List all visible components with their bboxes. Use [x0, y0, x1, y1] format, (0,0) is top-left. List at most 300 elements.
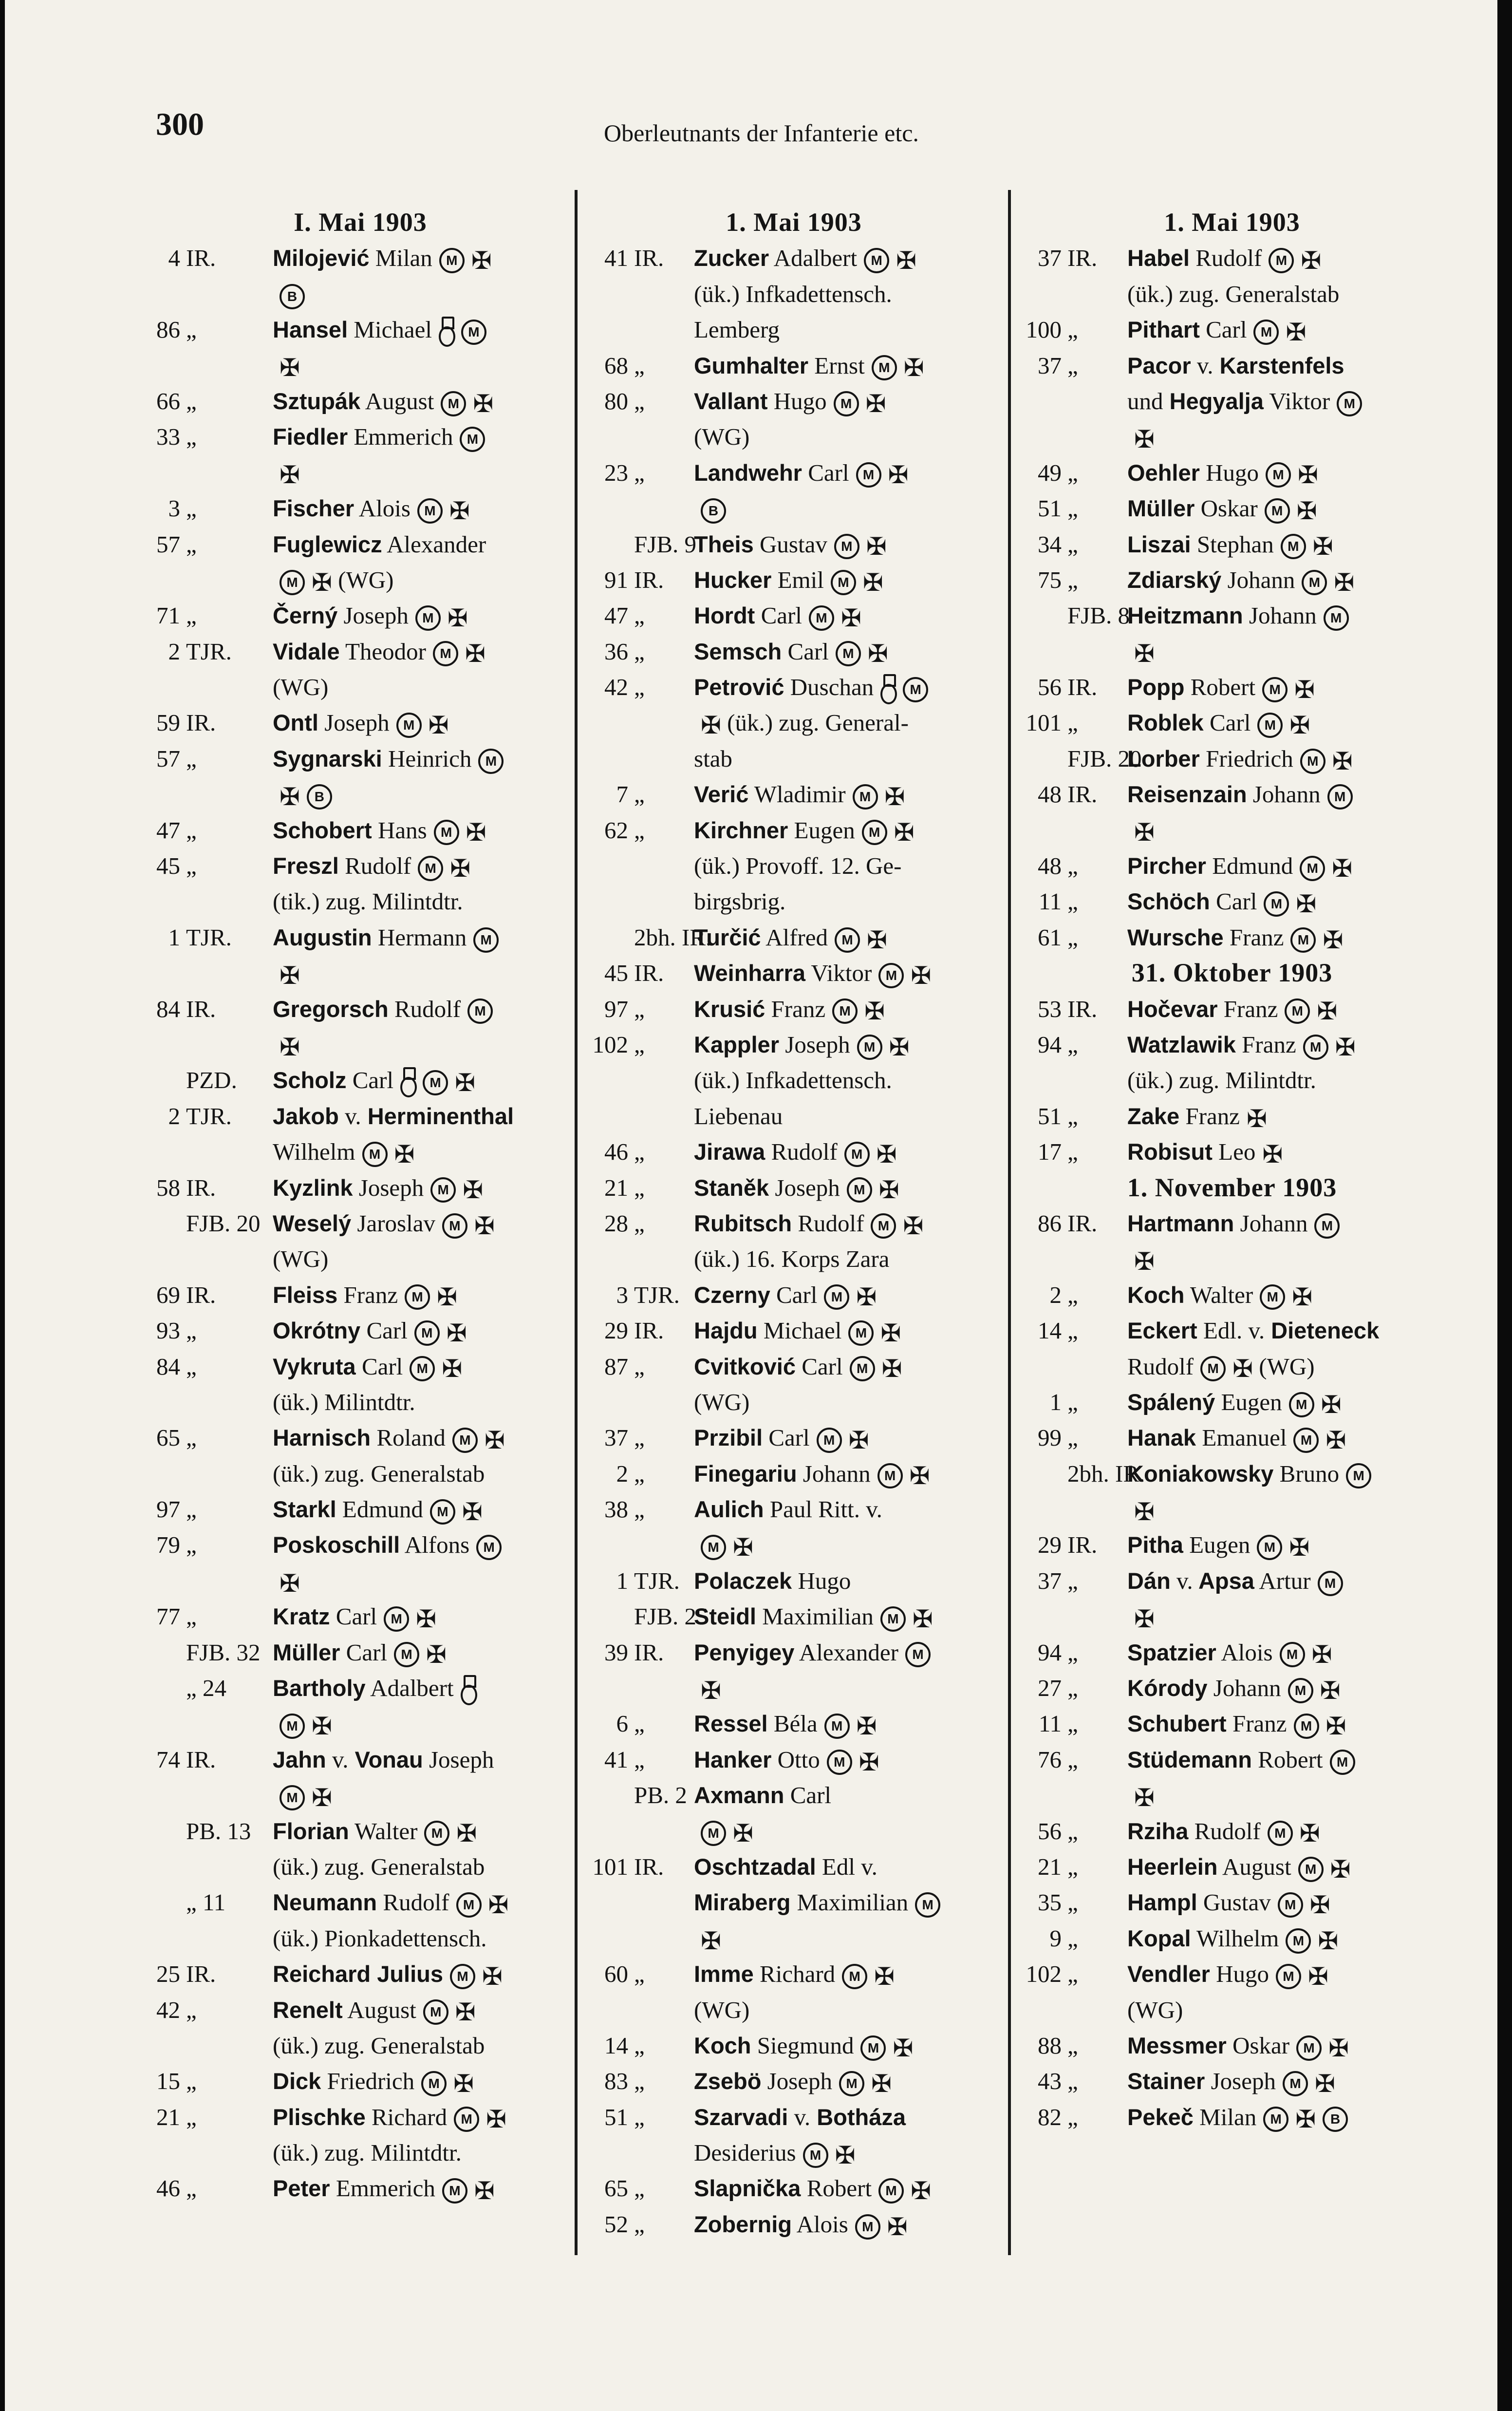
surname: Schöch [1127, 888, 1210, 915]
given-name: Artur [1254, 1567, 1311, 1594]
officer-name [1127, 669, 1315, 705]
regiment-number: 94 [1038, 1639, 1062, 1666]
roster-entry [1018, 848, 1446, 884]
surname: Semsch [694, 638, 782, 664]
merit-medal-icon: M [809, 605, 834, 631]
cross-decoration-icon: ✠ [484, 1427, 505, 1454]
entry-continuation [1127, 1992, 1183, 2028]
officer-name [694, 2063, 892, 2099]
surname: Florian [273, 1818, 349, 1844]
roster-entry [584, 1491, 1003, 1527]
given-name: Carl [755, 602, 802, 629]
officer-name [1127, 848, 1352, 884]
unit-abbrev: TJR. [186, 638, 232, 665]
note: (tik.) zug. Milintdtr. [273, 888, 463, 915]
merit-medal-icon: M [871, 1213, 896, 1239]
given-name: Eugen [1215, 1388, 1282, 1415]
merit-medal-icon: M [880, 1606, 906, 1632]
note: Lemberg [694, 316, 780, 343]
merit-medal-icon: M [1289, 1392, 1314, 1417]
roster-entry [151, 1742, 570, 1777]
regiment-number: 61 [1038, 923, 1062, 951]
regiment-number: 6 [616, 1710, 628, 1737]
officer-name [273, 1098, 514, 1134]
cross-decoration-icon: ✠ [701, 1676, 721, 1704]
regiment-number: 51 [604, 2103, 628, 2130]
officer-name [273, 1277, 457, 1313]
given-name: Carl [355, 1353, 403, 1380]
unit-abbrev: „ [1067, 852, 1078, 880]
given-name: August [360, 387, 434, 414]
given-name: Béla [767, 1710, 818, 1737]
regiment-number: 37 [1038, 1567, 1062, 1594]
officer-name [1127, 1206, 1340, 1241]
given-name: Johann [1243, 602, 1317, 629]
surname: Sztupák [273, 388, 361, 414]
regiment-number: 39 [604, 1639, 628, 1666]
cross-decoration-icon: ✠ [474, 2177, 495, 2205]
surname: Fuglewicz [273, 531, 382, 557]
surname: Černý [273, 603, 338, 629]
surname: Staněk [694, 1174, 769, 1201]
given-name: v. [1191, 352, 1213, 379]
merit-medal-icon: M [832, 998, 858, 1024]
surname: Fiedler [273, 424, 348, 450]
unit-abbrev: „ [634, 2032, 645, 2059]
unit-abbrev: „ [634, 1031, 645, 1058]
merit-medal-icon: M [450, 1964, 475, 1989]
unit-abbrev: „ [186, 1603, 197, 1630]
unit-abbrev: „ [634, 602, 645, 629]
cross-decoration-icon: ✠ [884, 783, 905, 810]
given-name: Franz [1179, 1102, 1240, 1130]
surname: Hansel [273, 317, 348, 343]
merit-medal-icon: M [855, 2214, 880, 2240]
surname: Gumhalter [694, 352, 809, 378]
merit-medal-icon: M [1337, 391, 1362, 416]
unit-abbrev: „ [186, 602, 197, 629]
regiment-number: 91 [604, 566, 628, 593]
merit-medal-icon: M [478, 749, 504, 774]
cross-decoration-icon: ✠ [1296, 497, 1317, 525]
regiment-number: 14 [1038, 1317, 1062, 1344]
regiment-number: 41 [604, 245, 628, 272]
merit-medal-icon: M [433, 641, 458, 666]
regiment-number: 21 [604, 1174, 628, 1201]
bronze-medal-icon: B [1323, 2107, 1348, 2132]
note: (ük.) zug. Generalstab [273, 1853, 485, 1880]
cross-decoration-icon: ✠ [453, 2070, 474, 2098]
roster-continuation [151, 1563, 570, 1599]
regiment-number: 45 [156, 852, 180, 880]
regiment-number: 46 [604, 1138, 628, 1166]
officer-name [273, 240, 492, 276]
merit-medal-icon: M [1257, 1535, 1282, 1560]
given-name: August [342, 1996, 416, 2023]
officer-name [273, 1420, 505, 1455]
unit-abbrev: „ [1067, 2032, 1078, 2059]
roster-entry [584, 1777, 1003, 1813]
note: (WG) [1127, 1996, 1183, 2023]
given-name: Johann [1234, 1209, 1308, 1237]
unit-abbrev: IR. [186, 995, 216, 1022]
regiment-number: 11 [1038, 888, 1062, 915]
given-name: Eugen [1183, 1531, 1251, 1559]
surname: Zucker [694, 245, 769, 271]
officer-name [273, 1491, 483, 1527]
roster-entry [584, 991, 1003, 1027]
officer-name [1127, 776, 1353, 812]
regiment-number: 100 [1026, 316, 1062, 343]
merit-medal-icon: M [878, 2178, 904, 2204]
unit-abbrev: TJR. [634, 1567, 680, 1594]
merit-medal-icon: M [848, 1320, 874, 1346]
merit-medal-icon: M [844, 1142, 870, 1167]
roster-entry [151, 490, 570, 526]
note: (ük.) zug. Generalstab [273, 1460, 485, 1487]
cross-decoration-icon: ✠ [889, 1033, 910, 1061]
given-name: Viktor [1263, 387, 1330, 414]
given-name: Hugo [767, 387, 827, 414]
officer-name [273, 1635, 447, 1670]
entry-continuation [694, 741, 732, 776]
given-name: Carl [784, 1782, 832, 1809]
roster-entry [151, 1277, 570, 1313]
roster-entry [151, 1635, 570, 1670]
given-name: Ernst [808, 352, 865, 379]
note: Maximilian [797, 1889, 909, 1916]
roster-entry [584, 383, 1003, 419]
unit-abbrev: „ [1067, 709, 1078, 736]
roster-continuation [1018, 1241, 1446, 1277]
cross-decoration-icon: ✠ [867, 926, 887, 954]
officer-name [694, 920, 887, 955]
given-name: Walter [349, 1817, 418, 1845]
surname: Kratz [273, 1603, 330, 1630]
officer-name [1127, 312, 1306, 347]
merit-medal-icon: M [839, 2071, 864, 2096]
cross-decoration-icon: ✠ [280, 1033, 300, 1061]
regiment-number: 43 [1038, 2068, 1062, 2095]
regiment-number: 53 [1038, 995, 1062, 1022]
regiment-number: 25 [156, 1960, 180, 1988]
unit-abbrev: 2bh. IR. [1067, 1460, 1145, 1487]
cross-decoration-icon: ✠ [912, 1605, 933, 1633]
roster-entry [584, 2028, 1003, 2063]
officer-name [694, 2028, 913, 2063]
section-heading: I. Mai 1903 [294, 207, 427, 237]
roster-continuation [1018, 1349, 1446, 1384]
officer-name [694, 776, 905, 812]
regiment-number: 47 [604, 602, 628, 629]
entry-continuation [273, 1027, 300, 1062]
merit-medal-icon: M [1269, 248, 1294, 273]
unit-abbrev: PB. 2 [634, 1782, 687, 1809]
cross-decoration-icon: ✠ [1134, 1784, 1155, 1811]
officer-name [1127, 1313, 1379, 1348]
merit-medal-icon: M [860, 2035, 886, 2061]
entry-continuation [273, 1241, 328, 1277]
surname: Kappler [694, 1031, 779, 1057]
roster-entry [584, 634, 1003, 669]
roster-entry [151, 1420, 570, 1455]
roster-entry [584, 1456, 1003, 1491]
unit-abbrev: „ [186, 2103, 197, 2130]
given-name: Joseph [769, 1174, 840, 1201]
regiment-number: 17 [1038, 1138, 1062, 1166]
surname: Gregorsch [273, 996, 389, 1022]
given-name: Rudolf [792, 1209, 864, 1237]
merit-medal-icon: M [1327, 784, 1353, 810]
officer-name [1127, 490, 1317, 526]
unit-abbrev: „ [634, 1353, 645, 1380]
roster-entry [584, 1349, 1003, 1384]
surname: Zake [1127, 1103, 1180, 1129]
roster-continuation [1018, 419, 1446, 454]
unit-abbrev: „ [1067, 1639, 1078, 1666]
regiment-number: 14 [604, 2032, 628, 2059]
officer-name [1127, 1635, 1332, 1670]
unit-abbrev: 2bh. IR. [634, 923, 712, 951]
given-name: v. [326, 1746, 349, 1773]
surname: Müller [1127, 495, 1195, 522]
surname: Jahn [273, 1746, 326, 1772]
surname: Stüdemann [1127, 1746, 1252, 1772]
roster-continuation [584, 312, 1003, 347]
roster-entry [584, 240, 1003, 276]
cross-decoration-icon: ✠ [482, 1962, 503, 1990]
surname: Landwehr [694, 459, 802, 486]
roster-entry [1018, 669, 1446, 705]
regiment-number: 74 [156, 1746, 180, 1773]
roster-continuation [584, 1992, 1003, 2028]
regiment-number: 65 [604, 2175, 628, 2202]
unit-abbrev: „ [1067, 1924, 1078, 1952]
bronze-medal-icon: B [701, 498, 726, 524]
regiment-number: 3 [168, 495, 180, 522]
given-name: Otto [771, 1746, 820, 1773]
cross-decoration-icon: ✠ [911, 961, 932, 989]
roster-entry [151, 1670, 570, 1706]
given-name: Hans [372, 816, 427, 844]
officer-name [273, 1742, 494, 1777]
unit-abbrev: „ [186, 2175, 197, 2202]
merit-medal-icon: M [430, 1499, 455, 1525]
officer-name [1127, 1956, 1328, 1992]
roster-entry [151, 527, 570, 562]
cross-decoration-icon: ✠ [893, 2034, 914, 2062]
cross-decoration-icon: ✠ [1330, 1855, 1351, 1883]
roster-entry [151, 1491, 570, 1527]
officer-name [1127, 1456, 1371, 1491]
predicate-name: Botháza [810, 2104, 906, 2130]
unit-abbrev: „ [634, 387, 645, 414]
officer-name [1127, 1813, 1320, 1849]
given-name: v. [1170, 1567, 1193, 1594]
given-name: Viktor [805, 960, 872, 987]
merit-medal-icon: M [824, 1284, 849, 1310]
regiment-number: 42 [156, 1996, 180, 2023]
regiment-number: 29 [604, 1317, 628, 1344]
merit-medal-icon: M [1278, 1892, 1303, 1918]
merit-medal-icon: M [418, 856, 443, 881]
regiment-number: 2 [1049, 1281, 1062, 1308]
given-name: v. [338, 1102, 361, 1130]
roster-continuation [151, 348, 570, 383]
surname: Roblek [1127, 710, 1204, 736]
cross-decoration-icon: ✠ [1332, 854, 1353, 882]
cross-decoration-icon: ✠ [280, 461, 300, 489]
cross-decoration-icon: ✠ [1309, 1891, 1330, 1919]
surname: Kirchner [694, 817, 788, 843]
roster-continuation [151, 1921, 570, 1956]
cross-decoration-icon: ✠ [1320, 1676, 1341, 1704]
column-rule-1 [575, 190, 578, 2255]
entry-continuation [694, 1062, 892, 1098]
surname: Spatzier [1127, 1639, 1216, 1665]
entry-continuation [694, 1384, 749, 1420]
cross-decoration-icon: ✠ [871, 2070, 892, 2098]
roster-entry [151, 920, 570, 955]
unit-abbrev: „ [186, 495, 197, 522]
cross-decoration-icon: ✠ [1232, 1355, 1253, 1383]
merit-medal-icon: M [1281, 534, 1306, 559]
officer-name [1127, 705, 1310, 740]
entry-continuation [694, 1813, 753, 1849]
roster-continuation [1018, 276, 1446, 312]
unit-abbrev: FJB. 25 [634, 1603, 709, 1630]
surname: Peter [273, 2175, 330, 2202]
roster-entry [1018, 1742, 1446, 1777]
unit-abbrev: FJB. 9 [634, 530, 697, 558]
roster-entry [584, 1635, 1003, 1670]
merit-medal-icon: M [1296, 2035, 1322, 2061]
officer-name [1127, 1849, 1351, 1884]
note: (ük.) zug. General- [721, 709, 909, 736]
unit-abbrev: „ [634, 1496, 645, 1523]
roster-entry [584, 1706, 1003, 1741]
regiment-number: 27 [1038, 1675, 1062, 1702]
regiment-number: 69 [156, 1281, 180, 1308]
cross-decoration-icon: ✠ [1134, 819, 1155, 847]
roster-continuation [151, 1706, 570, 1741]
merit-medal-icon: M [878, 963, 904, 988]
surname: Sygnarski [273, 745, 382, 772]
unit-abbrev: „ 11 [186, 1889, 226, 1916]
cross-decoration-icon: ✠ [865, 390, 886, 417]
given-name: Carl [782, 638, 829, 665]
cross-decoration-icon: ✠ [486, 2106, 507, 2133]
roster-continuation [151, 955, 570, 991]
cross-decoration-icon: ✠ [1301, 247, 1322, 275]
surname: Wursche [1127, 924, 1224, 950]
unit-abbrev: „ [1067, 1746, 1078, 1773]
roster-entry [151, 1313, 570, 1348]
roster-entry [151, 240, 570, 276]
roster-entry [584, 348, 1003, 383]
entry-continuation [1127, 276, 1339, 312]
officer-name [273, 1206, 495, 1241]
cross-decoration-icon: ✠ [874, 1962, 895, 1990]
merit-medal-icon: M [877, 1463, 903, 1488]
note: (ük.) zug. Generalstab [273, 2032, 485, 2059]
given-name: Heinrich [382, 745, 472, 772]
roster-entry [1018, 1313, 1446, 1348]
merit-medal-icon: M [1324, 605, 1349, 631]
roster-continuation [1018, 1062, 1446, 1098]
regiment-number: 29 [1038, 1531, 1062, 1559]
roster-entry [1018, 884, 1446, 919]
officer-name [273, 1813, 477, 1849]
regiment-number: 60 [604, 1960, 628, 1988]
surname: Müller [273, 1639, 340, 1665]
officer-name [273, 1170, 483, 1206]
given-name: Adalbert [365, 1675, 454, 1702]
regiment-number: 46 [156, 2175, 180, 2202]
merit-medal-icon: M [1253, 320, 1279, 345]
entry-continuation [1127, 1491, 1155, 1527]
cross-decoration-icon: ✠ [1325, 1713, 1346, 1740]
entry-continuation [273, 1921, 487, 1956]
roster-entry [1018, 1527, 1446, 1563]
officer-name [694, 812, 915, 848]
given-name: Hugo [1210, 1960, 1269, 1988]
given-name: Franz [1235, 1031, 1296, 1058]
regiment-number: 42 [604, 674, 628, 701]
merit-medal-icon: M [1280, 1642, 1305, 1667]
cross-decoration-icon: ✠ [1317, 998, 1338, 1025]
given-name: Johann [1207, 1675, 1281, 1702]
unit-abbrev: TJR. [186, 1102, 232, 1130]
officer-name [694, 1849, 877, 1884]
surname: Dick [273, 2068, 321, 2094]
surname: Przibil [694, 1425, 763, 1451]
cross-decoration-icon: ✠ [1323, 926, 1344, 954]
surname: Stainer [1127, 2068, 1205, 2094]
roster-continuation [584, 1062, 1003, 1098]
regiment-number: 4 [168, 245, 180, 272]
roster-continuation [151, 1384, 570, 1420]
merit-medal-icon: M [1257, 713, 1283, 738]
given-name: Edmund [336, 1496, 423, 1523]
unit-abbrev: „ [1067, 2068, 1078, 2095]
given-name: Bruno [1273, 1460, 1340, 1487]
regiment-number: 102 [592, 1031, 628, 1058]
entry-continuation [273, 1706, 332, 1741]
roster-continuation [151, 1134, 570, 1169]
given-name: Carl [360, 1317, 408, 1344]
roster-entry [584, 920, 1003, 955]
merit-medal-icon: M [1285, 998, 1310, 1024]
unit-abbrev: „ [1067, 1853, 1078, 1880]
entry-continuation [694, 1527, 753, 1563]
entry-continuation [694, 1098, 783, 1134]
officer-name [1127, 348, 1344, 383]
medal-ring-icon [439, 326, 455, 347]
unit-abbrev: „ [1067, 1031, 1078, 1058]
roster-entry [584, 455, 1003, 490]
merit-medal-icon: M [280, 1714, 305, 1739]
given-name: Oskar [1195, 495, 1258, 522]
unit-abbrev: IR. [1067, 1209, 1098, 1237]
surname: Jirawa [694, 1139, 765, 1165]
regiment-number: 21 [1038, 1853, 1062, 1880]
unit-abbrev: „ [1067, 1281, 1078, 1308]
regiment-number: 33 [156, 423, 180, 451]
unit-abbrev: „ [1067, 888, 1078, 915]
entry-continuation [273, 1849, 485, 1884]
merit-medal-icon: M [1290, 927, 1316, 953]
